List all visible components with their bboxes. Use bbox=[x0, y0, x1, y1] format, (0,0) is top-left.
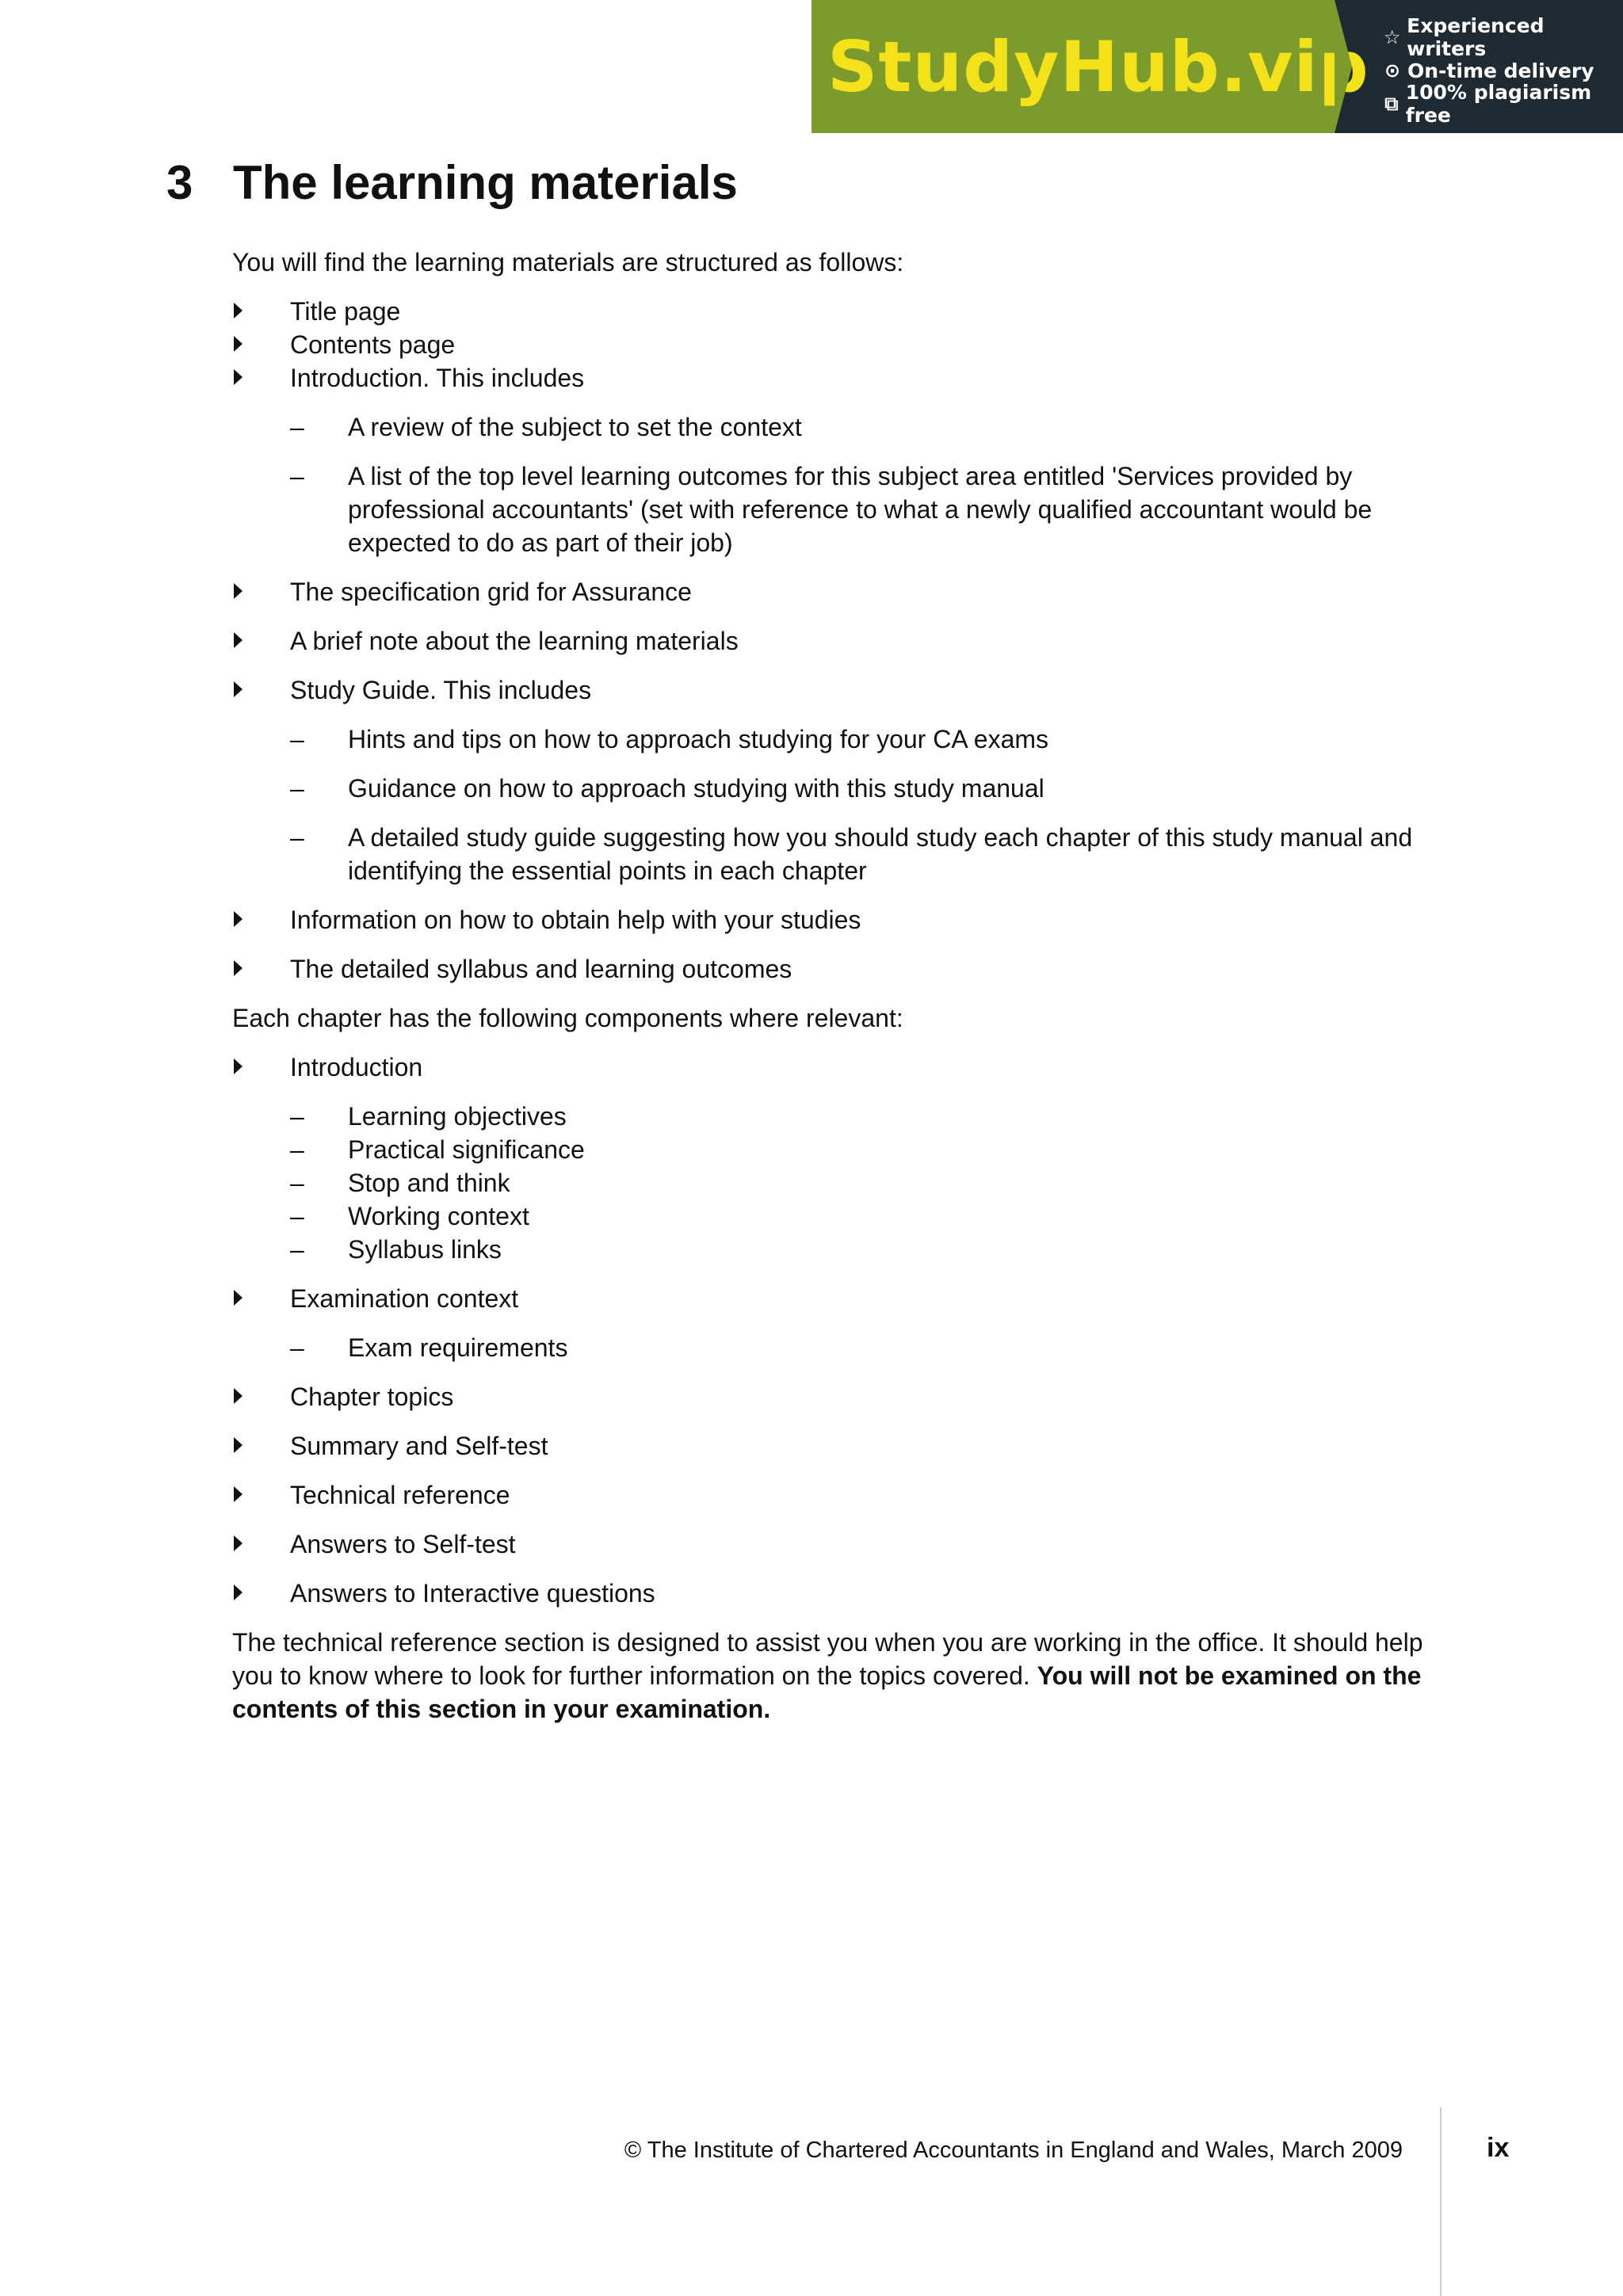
triangle-bullet-icon bbox=[234, 632, 242, 648]
closing-bold-text: You will not be examined on the contents of this section in your examination. bbox=[232, 1661, 1422, 1723]
list-item-specification-grid bbox=[232, 575, 1445, 608]
sublist bbox=[232, 410, 1445, 559]
sub-item-text: A review of the subject to set the context bbox=[348, 413, 802, 441]
feature-label: On-time delivery bbox=[1407, 59, 1594, 82]
footer-copyright: © The Institute of Chartered Accountants in England and Wales, March 2009 bbox=[624, 2138, 1403, 2163]
list-item-study-guide bbox=[232, 673, 1445, 887]
list-item-text: Technical reference bbox=[290, 1481, 510, 1509]
sub-item-text: Working context bbox=[348, 1202, 529, 1230]
dash-marker: – bbox=[290, 1135, 304, 1164]
feature-experienced-writers bbox=[1382, 14, 1623, 60]
list-item-summary-self-test bbox=[232, 1429, 1445, 1463]
triangle-bullet-icon bbox=[234, 1486, 242, 1502]
feature-plagiarism-free bbox=[1382, 81, 1623, 127]
sub-item bbox=[290, 1133, 1445, 1166]
sub-item-text: Exam requirements bbox=[348, 1333, 568, 1362]
triangle-bullet-icon bbox=[234, 583, 242, 599]
list-item-text: The specification grid for Assurance bbox=[290, 578, 692, 606]
triangle-bullet-icon bbox=[234, 1585, 242, 1600]
closing-text: The technical reference section is designed to assist you when you are working in the office. It should help you to know where to look for further information on the topics covered. bbox=[232, 1628, 1423, 1690]
triangle-bullet-icon bbox=[234, 1388, 242, 1404]
triangle-bullet-icon bbox=[234, 1290, 242, 1306]
dash-marker: – bbox=[290, 413, 304, 441]
list-item-answers-self-test bbox=[232, 1527, 1445, 1561]
triangle-bullet-icon bbox=[234, 1437, 242, 1453]
triangle-bullet-icon bbox=[234, 1535, 242, 1551]
list-item-technical-reference bbox=[232, 1478, 1445, 1512]
closing-paragraph bbox=[232, 1626, 1445, 1726]
sub-item-text: Learning objectives bbox=[348, 1102, 567, 1131]
sub-item bbox=[290, 410, 1445, 444]
sub-item bbox=[290, 1199, 1445, 1233]
list-item-introduction bbox=[232, 361, 1445, 559]
list-item-help-info bbox=[232, 903, 1445, 936]
list-item-text: Contents page bbox=[290, 330, 456, 359]
list-item-answers-interactive bbox=[232, 1577, 1445, 1610]
sub-item-text: Guidance on how to approach studying with this study manual bbox=[348, 774, 1044, 803]
document-body bbox=[232, 246, 1445, 1741]
sub-item bbox=[290, 1166, 1445, 1199]
dash-marker: – bbox=[290, 1102, 304, 1131]
brand-name: StudyHub.vip bbox=[827, 25, 1369, 108]
feature-label: Experienced writers bbox=[1407, 14, 1545, 60]
sub-item bbox=[290, 723, 1445, 756]
banner-arrow-shape bbox=[1335, 0, 1352, 133]
feature-label: 100% plagiarism free bbox=[1405, 81, 1592, 127]
triangle-bullet-icon bbox=[234, 336, 242, 352]
triangle-bullet-icon bbox=[234, 911, 242, 927]
sub-item bbox=[290, 460, 1445, 559]
list-item-text: Title page bbox=[290, 297, 401, 326]
list-item-text: Answers to Interactive questions bbox=[290, 1579, 655, 1608]
list-item-examination-context bbox=[232, 1282, 1445, 1364]
section-number: 3 bbox=[166, 156, 193, 209]
sub-item-text: Practical significance bbox=[348, 1135, 585, 1164]
list-item-chapter-topics bbox=[232, 1380, 1445, 1413]
list-item-text: Information on how to obtain help with your studies bbox=[290, 906, 861, 934]
studyhub-banner[interactable] bbox=[812, 0, 1623, 133]
list-item-text: Chapter topics bbox=[290, 1383, 454, 1411]
triangle-bullet-icon bbox=[234, 369, 242, 385]
sub-item bbox=[290, 1233, 1445, 1266]
section-heading bbox=[166, 155, 738, 210]
sub-item bbox=[290, 1331, 1445, 1364]
list-item-brief-note bbox=[232, 624, 1445, 658]
triangle-bullet-icon bbox=[234, 960, 242, 976]
triangle-bullet-icon bbox=[234, 681, 242, 697]
page-number: ix bbox=[1487, 2133, 1510, 2163]
list-item-text: Answers to Self-test bbox=[290, 1530, 516, 1558]
dash-marker: – bbox=[290, 725, 304, 753]
sub-item bbox=[290, 821, 1445, 887]
star-icon: ☆ bbox=[1383, 26, 1401, 48]
list-item-text: Study Guide. This includes bbox=[290, 676, 592, 704]
dash-marker: – bbox=[290, 823, 304, 852]
dash-marker: – bbox=[290, 1169, 304, 1197]
list-item-text: A brief note about the learning materials bbox=[290, 627, 739, 655]
dash-marker: – bbox=[290, 462, 304, 490]
sublist bbox=[232, 1100, 1445, 1266]
copy-icon: ⧉ bbox=[1384, 93, 1399, 115]
sub-item bbox=[290, 1100, 1445, 1133]
chapter-intro-paragraph: Each chapter has the following components where relevant: bbox=[232, 1004, 903, 1032]
list-item-syllabus bbox=[232, 952, 1445, 986]
list-item-text: Introduction bbox=[290, 1053, 423, 1081]
triangle-bullet-icon bbox=[234, 303, 242, 318]
sub-item-text: A detailed study guide suggesting how you should study each chapter of this study manual and identifying the essential points in each chapter bbox=[348, 823, 1413, 885]
dash-marker: – bbox=[290, 1235, 304, 1264]
banner-features bbox=[1335, 0, 1623, 133]
section-title: The learning materials bbox=[233, 156, 738, 209]
sub-item bbox=[290, 772, 1445, 805]
footer-divider bbox=[1440, 2107, 1442, 2296]
triangle-bullet-icon bbox=[234, 1058, 242, 1074]
sub-item-text: Syllabus links bbox=[348, 1235, 502, 1264]
sublist bbox=[232, 723, 1445, 887]
list-item-text: The detailed syllabus and learning outcomes bbox=[290, 955, 792, 983]
intro-paragraph: You will find the learning materials are structured as follows: bbox=[232, 248, 904, 277]
list-item-title-page bbox=[232, 295, 1445, 328]
list-item-text: Examination context bbox=[290, 1284, 519, 1313]
dash-marker: – bbox=[290, 774, 304, 803]
list-item-text: Introduction. This includes bbox=[290, 364, 585, 392]
brand-logo[interactable] bbox=[812, 0, 1369, 133]
dash-marker: – bbox=[290, 1202, 304, 1230]
list-item-introduction-component bbox=[232, 1051, 1445, 1266]
list-item-text: Summary and Self-test bbox=[290, 1432, 548, 1460]
dash-marker: – bbox=[290, 1333, 304, 1362]
sub-item-text: A list of the top level learning outcomes for this subject area entitled 'Services provided by professional accountants' (set with reference to what a newly qualified accountant would be expected to do as part of their job) bbox=[348, 462, 1373, 557]
clock-icon: ⊙ bbox=[1384, 59, 1401, 82]
sub-item-text: Stop and think bbox=[348, 1169, 510, 1197]
sublist bbox=[232, 1331, 1445, 1364]
list-item-contents-page bbox=[232, 328, 1445, 361]
sub-item-text: Hints and tips on how to approach studying for your CA exams bbox=[348, 725, 1049, 753]
